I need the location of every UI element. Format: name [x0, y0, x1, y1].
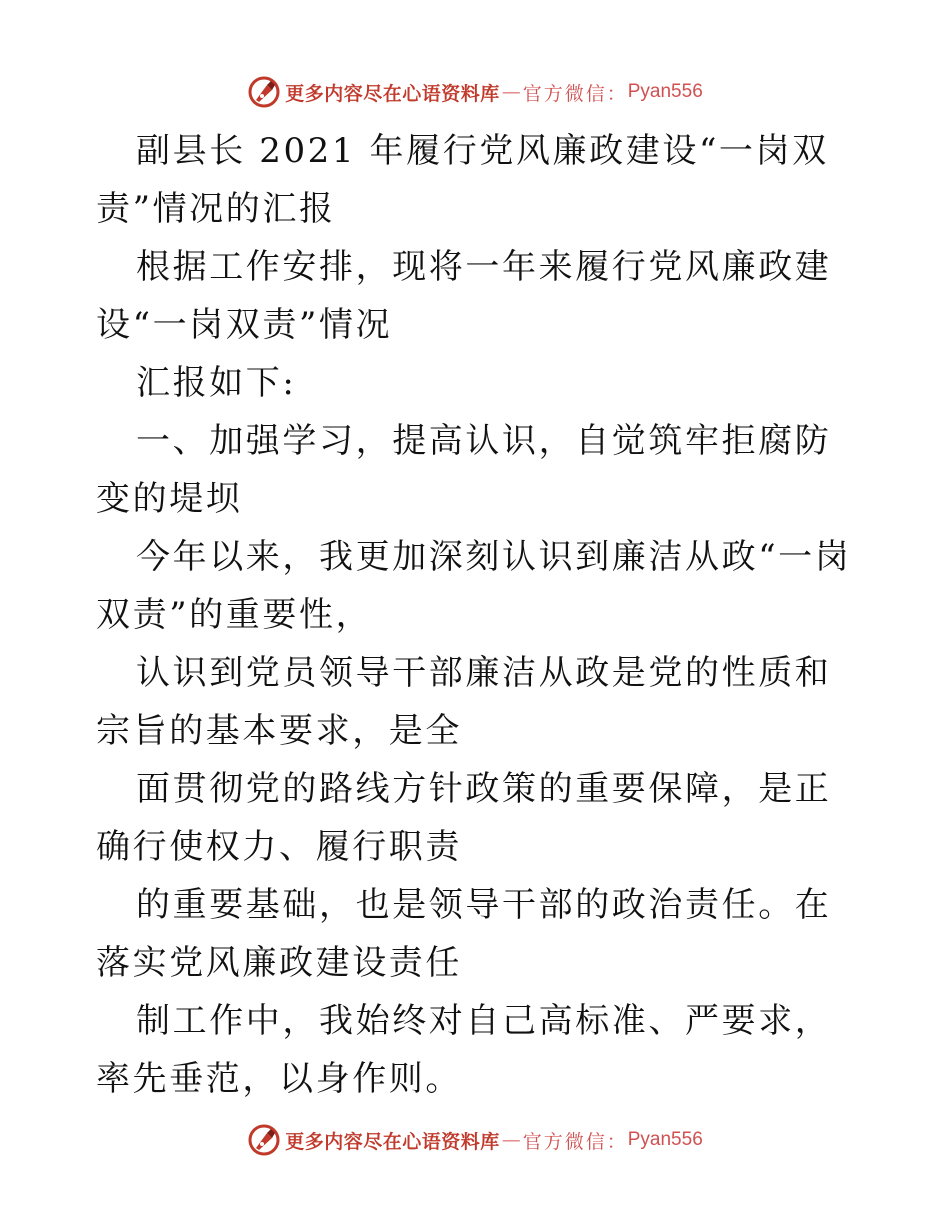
- paragraph: 今年以来，我更加深刻认识到廉洁从政“一岗双责”的重要性，: [96, 537, 852, 635]
- banner-dash: —: [501, 81, 521, 103]
- paragraph: 汇报如下:: [136, 363, 297, 403]
- banner-official-label: 官方微信：: [522, 1130, 628, 1153]
- paragraph: 面贯彻党的路线方针政策的重要保障，是正确行使权力、履行职责: [96, 769, 832, 867]
- banner-dash: —: [501, 1129, 521, 1151]
- banner-wechat-id: Pyan556: [627, 81, 703, 102]
- document-body: [96, 122, 856, 1108]
- pen-nib-logo-icon: [247, 1123, 281, 1157]
- paragraph: 的重要基础，也是领导干部的政治责任。在落实党风廉政建设责任: [96, 885, 832, 983]
- pen-nib-logo-icon: [247, 75, 281, 109]
- paragraph: 认识到党员领导干部廉洁从政是党的性质和宗旨的基本要求，是全: [96, 653, 832, 751]
- paragraph: 根据工作安排，现将一年来履行党风廉政建设“一岗双责”情况: [96, 247, 832, 345]
- banner-wechat-id: Pyan556: [627, 1129, 703, 1150]
- footer-banner: [0, 1120, 950, 1160]
- paragraph: 制工作中，我始终对自己高标准、严要求，率先垂范，以身作则。: [96, 1001, 832, 1099]
- banner-brand-text: 更多内容尽在心语资料库: [285, 82, 500, 105]
- header-banner: [0, 72, 950, 112]
- banner-brand-text: 更多内容尽在心语资料库: [285, 1130, 500, 1153]
- document-title: 副县长 2021 年履行党风廉政建设“一岗双责”情况的汇报: [96, 131, 829, 229]
- section-heading: 一、加强学习，提高认识，自觉筑牢拒腐防变的堤坝: [96, 421, 832, 519]
- banner-official-label: 官方微信：: [522, 82, 628, 105]
